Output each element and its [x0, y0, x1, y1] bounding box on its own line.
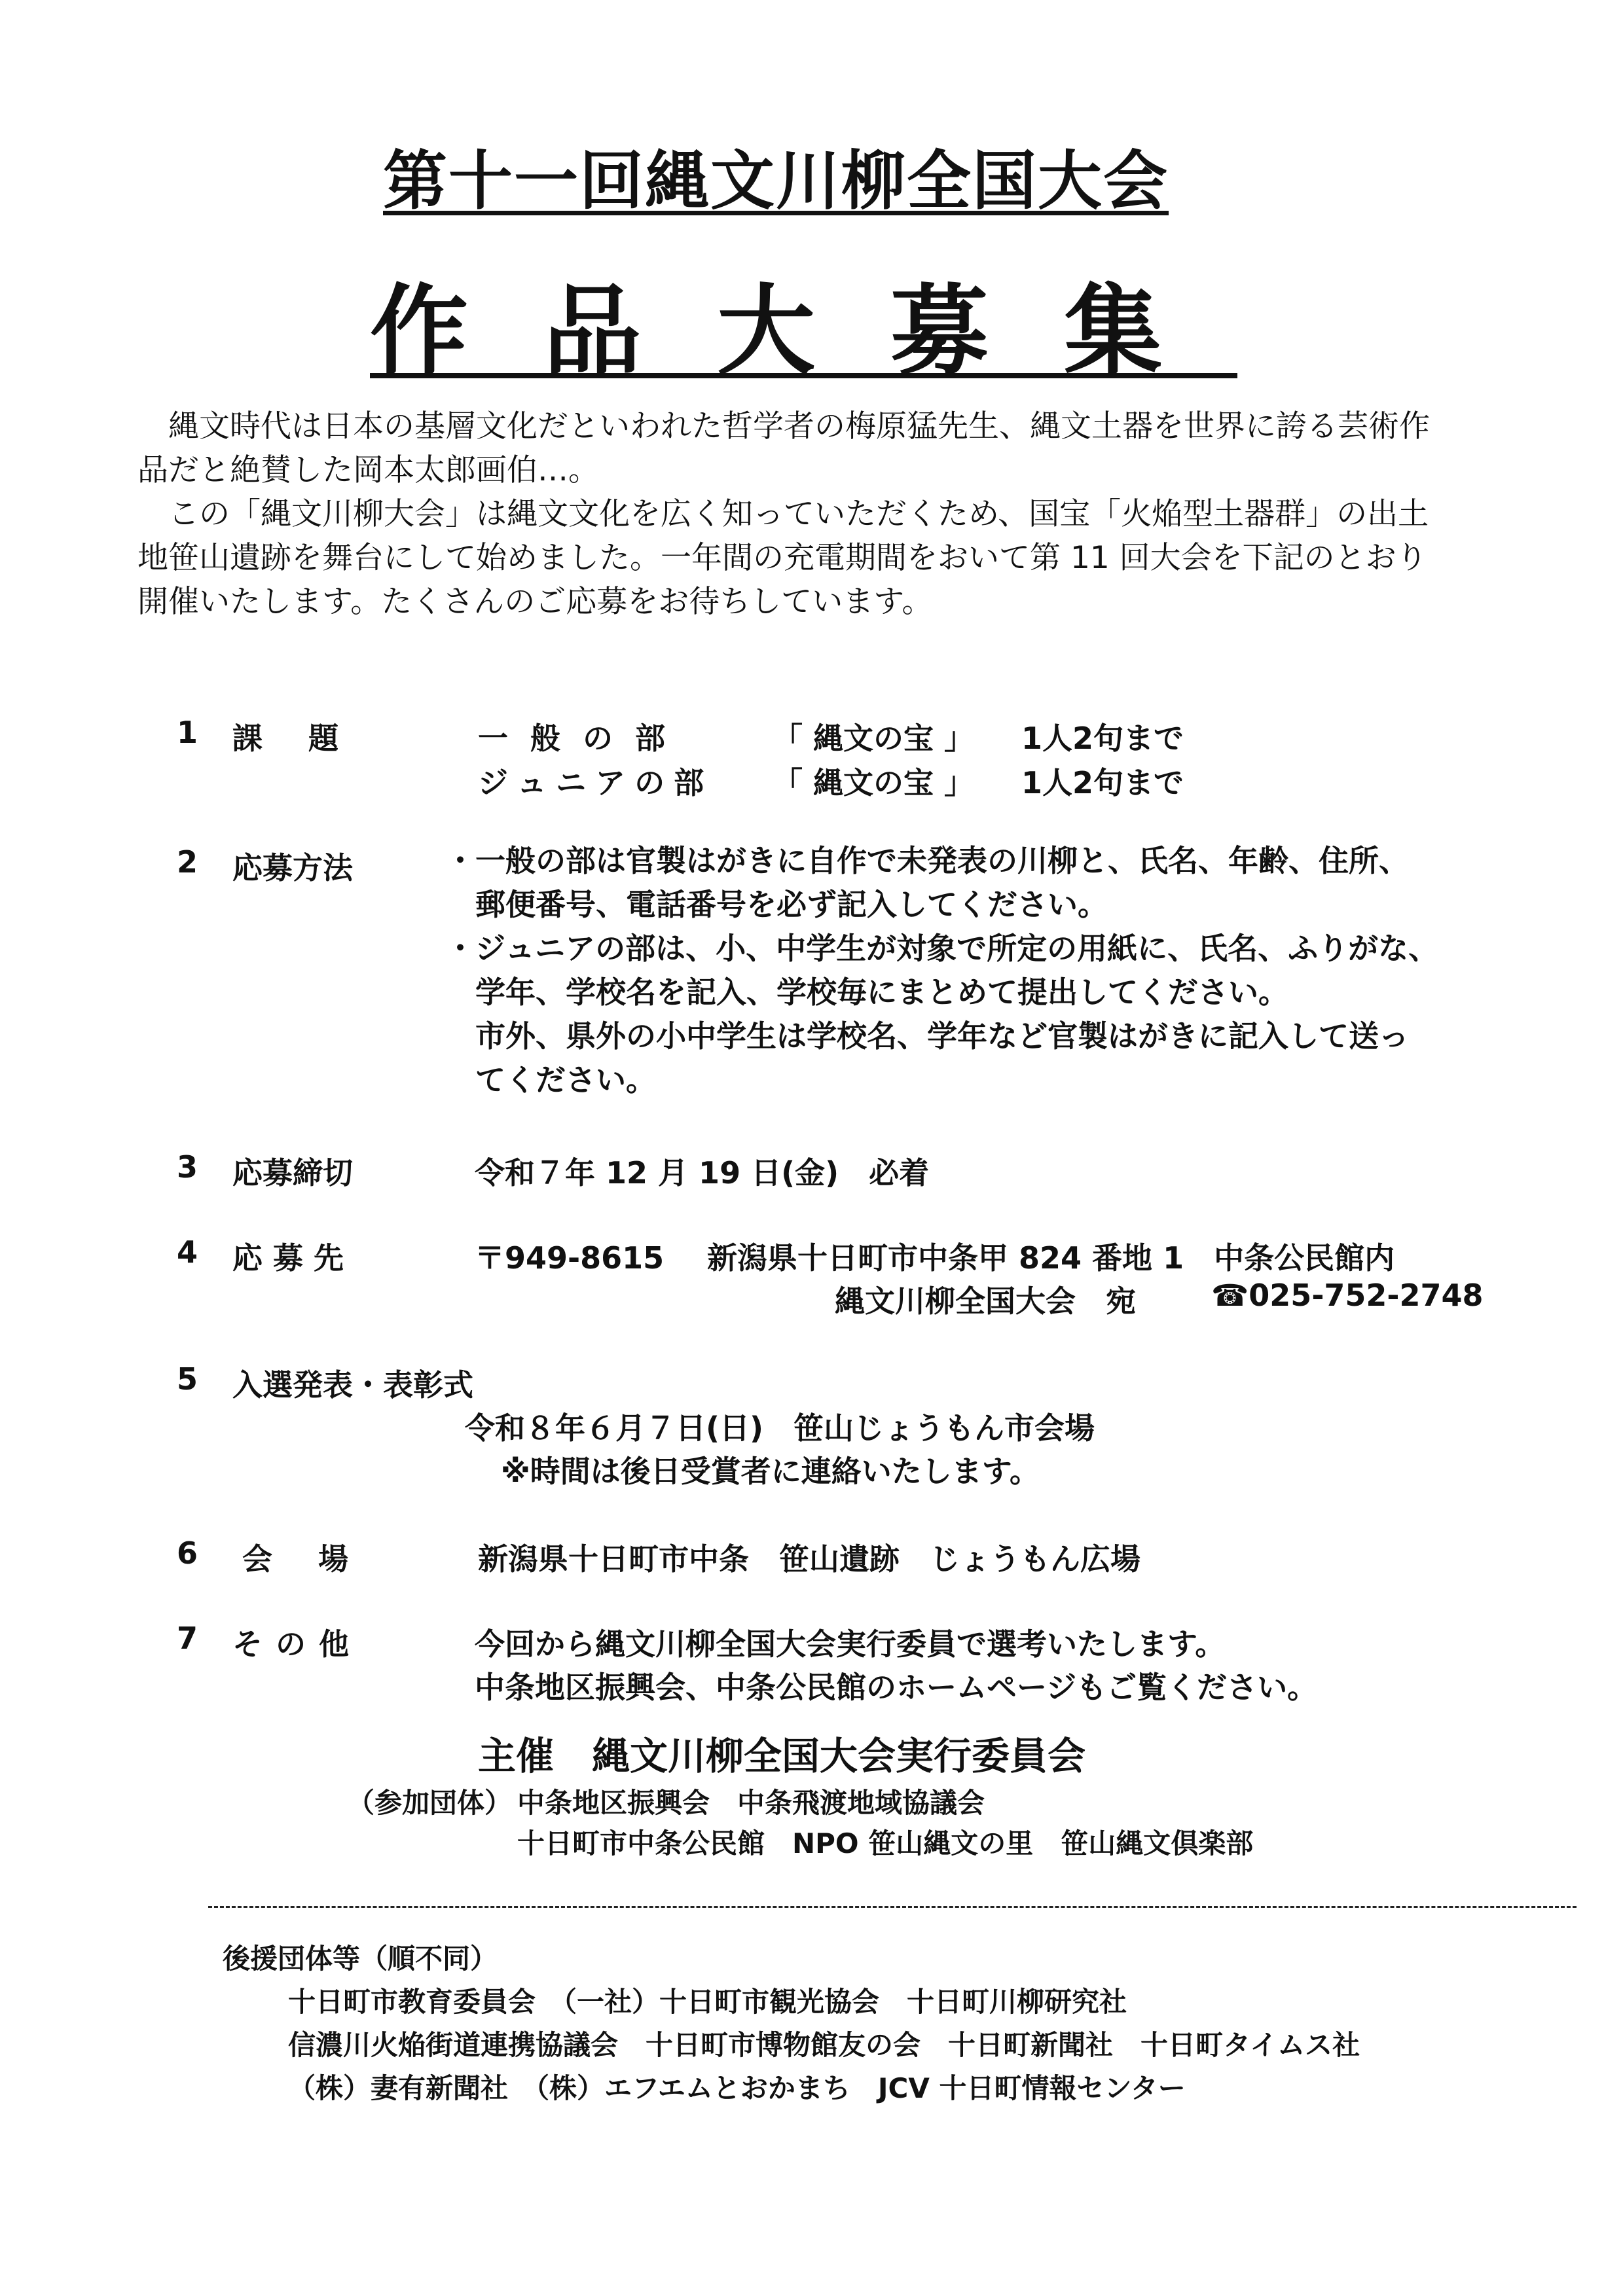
instruction-line: 市外、県外の小中学生は学校名、学年など官製はがきに記入して送っ [445, 1018, 1409, 1054]
intro-line: 縄文時代は日本の基層文化だといわれた哲学者の梅原猛先生、縄文土器を世界に誇る芸術作 [137, 408, 1430, 444]
other-line: 今回から縄文川柳全国大会実行委員で選考いたします。 [475, 1626, 1226, 1662]
venue-text: 新潟県十日町市中条 笹山遺跡 じょうもん広場 [478, 1541, 1140, 1577]
support-line: （株）妻有新聞社 （株）エフエムとおかまち JCV 十日町情報センター [288, 2072, 1186, 2104]
section-label: 応募方法 [232, 850, 353, 886]
dept-general: 一般の部 [478, 721, 687, 756]
ceremony-date: 令和８年６月７日(日) 笹山じょうもん市会場 [465, 1410, 1095, 1446]
instruction-line: ・ジュニアの部は、小、中学生が対象で所定の用紙に、氏名、ふりがな、 [445, 931, 1439, 966]
section-number: 3 [177, 1149, 198, 1185]
apply-instructions [445, 839, 1438, 1102]
postal-code: 〒949-8615 [475, 1240, 665, 1276]
support-line: 信濃川火焔街道連携協議会 十日町市博物館友の会 十日町新聞社 十日町タイムス社 [288, 2029, 1360, 2061]
dept-junior: ジュニアの部 [478, 765, 714, 800]
address: 新潟県十日町市中条甲 824 番地 1 中条公民館内 [707, 1240, 1395, 1276]
instruction-line: ・一般の部は官製はがきに自作で未発表の川柳と、氏名、年齢、住所、 [445, 843, 1409, 878]
section-label: その他 [232, 1626, 362, 1662]
participants-line: 中条地区振興会 中条飛渡地域協議会 [517, 1787, 985, 1819]
event-title: 第十一回縄文川柳全国大会 [383, 144, 1169, 219]
recruitment-heading: 作品大募集 [370, 275, 1238, 389]
section-label: 応募締切 [232, 1155, 353, 1191]
dashed-divider [208, 1906, 1577, 1908]
section-number: 2 [177, 844, 198, 880]
limit-general: 1人2句まで [1021, 721, 1184, 756]
intro-paragraph [137, 404, 1499, 624]
intro-line: 開催いたします。たくさんのご応募をお待ちしています。 [137, 584, 933, 620]
deadline-date: 令和７年 12 月 19 日(金) 必着 [475, 1155, 930, 1191]
intro-line: 品だと絶賛した岡本太郎画伯…。 [137, 452, 599, 488]
participants-line: 十日町市中条公民館 NPO 笹山縄文の里 笹山縄文倶楽部 [517, 1827, 1254, 1859]
limit-junior: 1人2句まで [1021, 765, 1184, 800]
section-label: 課題 [232, 721, 384, 756]
section-number: 6 [177, 1535, 198, 1571]
instruction-line: 郵便番号、電話番号を必ず記入してください。 [445, 887, 1108, 922]
instruction-line: 学年、学校名を記入、学校毎にまとめて提出してください。 [445, 975, 1288, 1010]
instruction-line: てください。 [445, 1062, 656, 1098]
section-number: 4 [177, 1234, 198, 1270]
participants-label: （参加団体） [347, 1787, 513, 1819]
section-number: 5 [177, 1361, 198, 1397]
section-number: 1 [177, 715, 198, 750]
ceremony-note: ※時間は後日受賞者に連絡いたします。 [501, 1454, 1040, 1489]
theme-junior: 「 縄文の宝 」 [773, 765, 975, 800]
theme-general: 「 縄文の宝 」 [773, 721, 975, 756]
intro-line: この「縄文川柳大会」は縄文文化を広く知っていただくため、国宝「火焔型土器群」の出土 [137, 496, 1429, 532]
organizer-title: 主催 縄文川柳全国大会実行委員会 [478, 1734, 1086, 1778]
recipient: 縄文川柳全国大会 宛 [835, 1283, 1136, 1319]
support-title: 後援団体等（順不同） [223, 1943, 498, 1975]
section-number: 7 [177, 1621, 198, 1656]
intro-line: 地笹山遺跡を舞台にして始めました。一年間の充電期間をおいて第 11 回大会を下記のとおり [137, 540, 1427, 576]
other-line: 中条地区振興会、中条公民館のホームページもご覧ください。 [475, 1670, 1318, 1705]
section-label: 応募先 [232, 1240, 354, 1276]
support-line: 十日町市教育委員会 （一社）十日町市観光協会 十日町川柳研究社 [288, 1986, 1127, 2018]
phone-number: ☎025-752-2748 [1211, 1278, 1484, 1313]
section-label: 入選発表・表彰式 [232, 1367, 473, 1403]
section-label: 会場 [242, 1541, 394, 1577]
